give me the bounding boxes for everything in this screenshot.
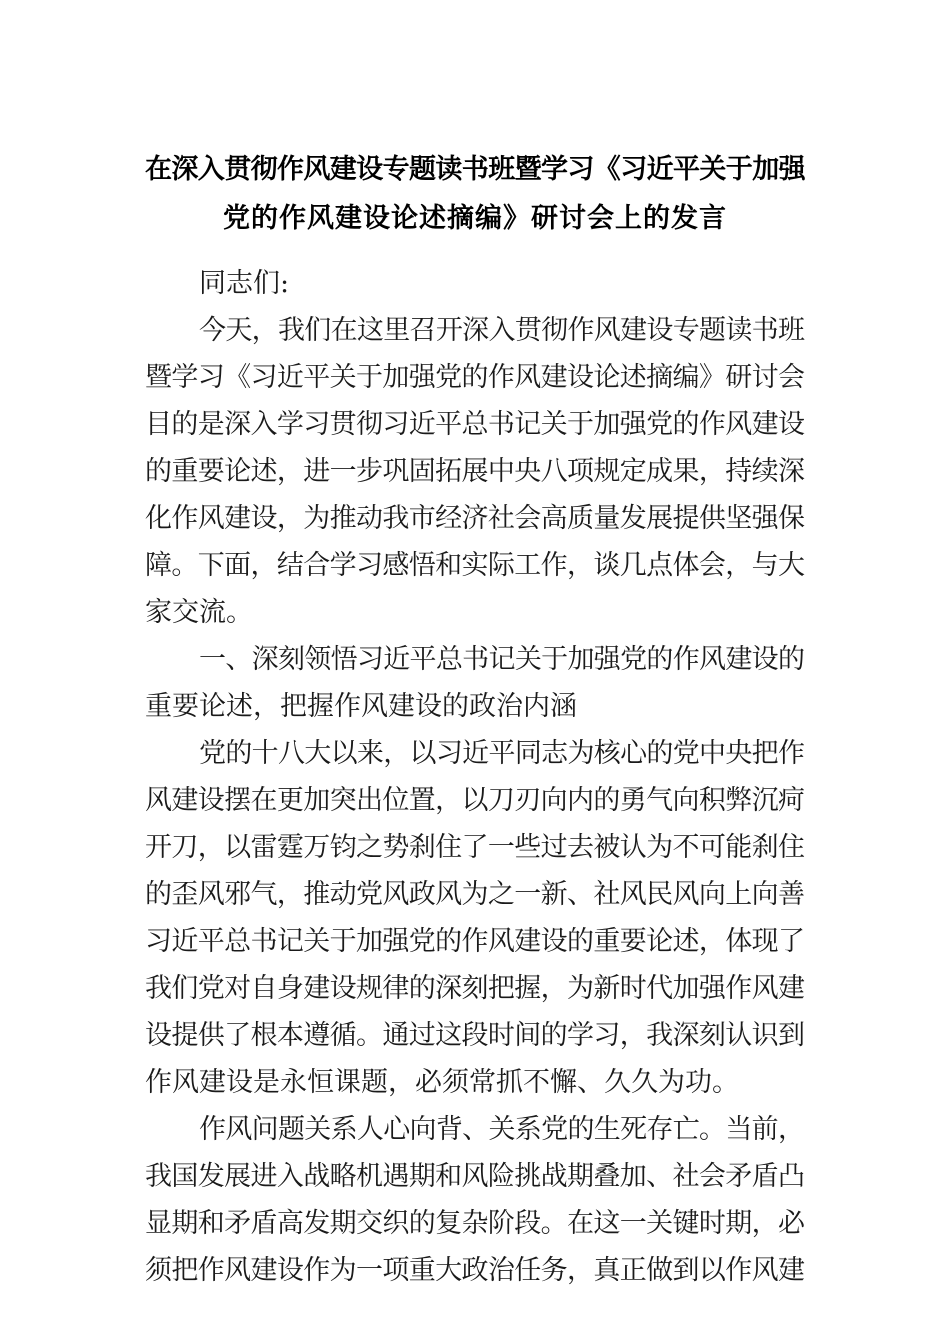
title-line-2: 党的作风建设论述摘编》研讨会上的发言 bbox=[223, 203, 727, 234]
paragraph-line: 作风问题关系人心向背、关系党的生死存亡。当前， bbox=[199, 1114, 805, 1145]
paragraph-line: 目的是深入学习贯彻习近平总书记关于加强党的作风建设 bbox=[145, 409, 805, 440]
paragraph-line: 今天，我们在这里召开深入贯彻作风建设专题读书班 bbox=[199, 315, 805, 346]
paragraph-line: 显期和矛盾高发期交织的复杂阶段。在这一关键时期，必 bbox=[145, 1208, 805, 1239]
paragraph-line: 暨学习《习近平关于加强党的作风建设论述摘编》研讨会 bbox=[145, 362, 805, 393]
salutation: 同志们: bbox=[199, 268, 290, 299]
title-line-1: 在深入贯彻作风建设专题读书班暨学习《习近平关于加强 bbox=[145, 154, 805, 185]
paragraph-line: 作风建设是永恒课题，必须常抓不懈、久久为功。 bbox=[145, 1067, 739, 1098]
section-heading-line: 一、深刻领悟习近平总书记关于加强党的作风建设的 bbox=[199, 644, 805, 675]
paragraph-line: 须把作风建设作为一项重大政治任务，真正做到以作风建 bbox=[145, 1255, 805, 1286]
paragraph-line: 开刀，以雷霆万钧之势刹住了一些过去被认为不可能刹住 bbox=[145, 832, 805, 863]
paragraph-line: 习近平总书记关于加强党的作风建设的重要论述，体现了 bbox=[145, 926, 805, 957]
paragraph-line: 的歪风邪气，推动党风政风为之一新、社风民风向上向善 bbox=[145, 879, 805, 910]
paragraph-line: 化作风建设，为推动我市经济社会高质量发展提供坚强保 bbox=[145, 503, 805, 534]
paragraph-line: 的重要论述，进一步巩固拓展中央八项规定成果，持续深 bbox=[145, 456, 805, 487]
paragraph-line: 风建设摆在更加突出位置，以刀刃向内的勇气向积弊沉疴 bbox=[145, 785, 805, 816]
paragraph-line: 家交流。 bbox=[145, 597, 253, 628]
paragraph-line: 我国发展进入战略机遇期和风险挑战期叠加、社会矛盾凸 bbox=[145, 1161, 805, 1192]
paragraph-line: 党的十八大以来，以习近平同志为核心的党中央把作 bbox=[199, 738, 805, 769]
section-heading-line: 重要论述，把握作风建设的政治内涵 bbox=[145, 691, 577, 722]
paragraph-line: 设提供了根本遵循。通过这段时间的学习，我深刻认识到 bbox=[145, 1020, 805, 1051]
paragraph-line: 障。下面，结合学习感悟和实际工作，谈几点体会，与大 bbox=[145, 550, 805, 581]
paragraph-line: 我们党对自身建设规律的深刻把握，为新时代加强作风建 bbox=[145, 973, 805, 1004]
